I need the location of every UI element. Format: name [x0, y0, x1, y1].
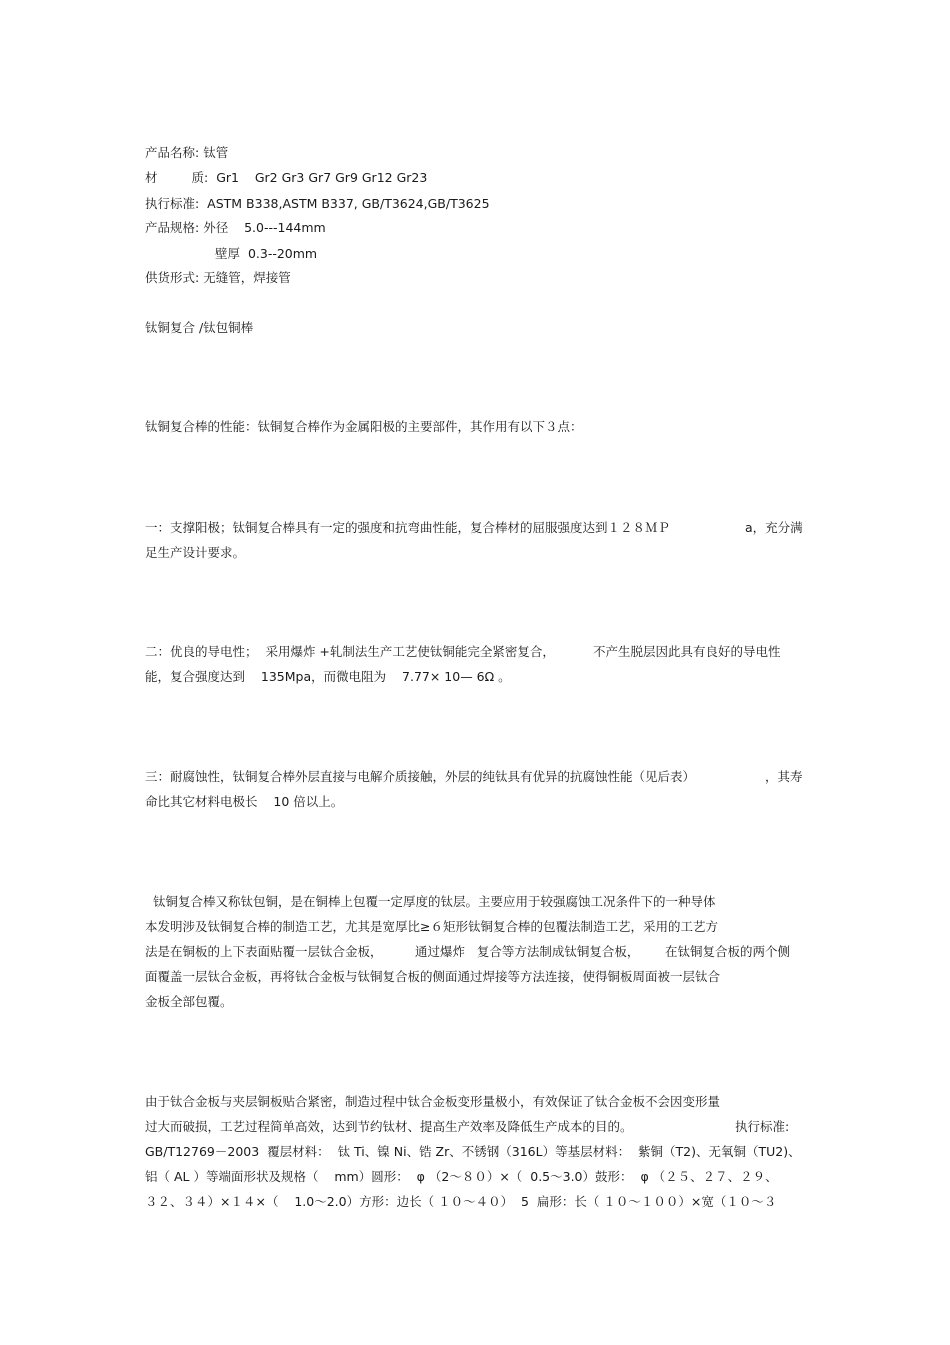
para1-line2: 本发明涉及钛铜复合棒的制造工艺，尤其是宽厚比≥６矩形钛铜复合棒的包覆法制造工艺，采用的工艺方: [145, 919, 718, 934]
point1-line1b: a，充分满: [745, 520, 803, 535]
point2-line1a: 二：优良的导电性； 采用爆炸 +轧制法生产工艺使钛铜能完全紧密复合，: [145, 644, 555, 659]
para2-line5: ３２、３４）×１４×（ 1.0～2.0）方形：边长（ １０～４０） 5 扁形：长（ １０～１００）×宽（１０～３: [145, 1194, 777, 1209]
spec-standard-row: [145, 196, 490, 212]
para2-line2b: 执行标准:: [735, 1119, 790, 1134]
point2-line2: 能，复合强度达到 135Mpa，而微电阻为 7.77× 10— 6Ω 。: [145, 669, 511, 684]
point3-line2: 命比其它材料电极长 10 倍以上。: [145, 794, 344, 809]
para1-line4: 面覆盖一层钛合金板，再将钛合金板与钛铜复合板的侧面通过焊接等方法连接，使得铜板周面被一层钛合: [145, 969, 721, 984]
spec-name-row: [145, 145, 228, 161]
para2-line1: 由于钛合金板与夹层铜板贴合紧密，制造过程中钛合金板变形量极小，有效保证了钛合金板不会因变形量: [145, 1094, 721, 1109]
spec-supply-value: 无缝管，焊接管: [203, 270, 291, 285]
para2-line3: GB/T12769－2003 覆层材料： 钛 Ti、镍 Ni、锆 Zr、不锈钢（316L）等基层材料： 紫铜（T2)、无氧铜（TU2)、: [145, 1144, 801, 1159]
spec-material-row: [145, 170, 427, 186]
para1-line5: 金板全部包覆。: [145, 994, 233, 1009]
spec-supply-label: 供货形式:: [145, 270, 200, 285]
para1-line1: 钛铜复合棒又称钛包铜，是在铜棒上包覆一定厚度的钛层。主要应用于较强腐蚀工况条件下的一种导体: [145, 894, 716, 909]
performance-intro: 钛铜复合棒的性能：钛铜复合棒作为金属阳极的主要部件，其作用有以下３点：: [145, 419, 583, 434]
spec-name-label: 产品名称:: [145, 145, 200, 160]
point3-line1b: ，其寿: [765, 769, 803, 784]
spec-material-label-a: 材: [145, 170, 158, 185]
spec-standard-value: ASTM B338,ASTM B337, GB/T3624,GB/T3625: [207, 196, 490, 211]
point2-line1b: 不产生脱层因此具有良好的导电性: [593, 644, 781, 659]
section-title: 钛铜复合 /钛包铜棒: [145, 320, 254, 335]
spec-size-row: [145, 220, 326, 236]
point1-line1a: 一：支撑阳极；钛铜复合棒具有一定的强度和抗弯曲性能，复合棒材的屈服强度达到１２８ＭＰ: [145, 520, 671, 535]
spec-name-value: 钛管: [203, 145, 229, 160]
spec-supply-row: [145, 270, 291, 286]
para1-line3c: 在钛铜复合板的两个侧: [665, 944, 791, 959]
spec-size-wall: 壁厚 0.3--20mm: [215, 246, 318, 261]
point1-line2: 足生产设计要求。: [145, 545, 246, 560]
spec-size-label: 产品规格:: [145, 220, 200, 235]
para1-line3a: 法是在铜板的上下表面贴覆一层钛合金板，: [145, 944, 383, 959]
spec-standard-label: 执行标准:: [145, 196, 200, 211]
para1-line3b: 通过爆炸 复合等方法制成钛铜复合板，: [415, 944, 640, 959]
para2-line2a: 过大而破损，工艺过程简单高效，达到节约钛材、提高生产效率及降低生产成本的目的。: [145, 1119, 633, 1134]
spec-size-od: 外径 5.0---144mm: [203, 220, 326, 235]
para2-line4: 铝（ AL ）等端面形状及规格（ mm）圆形： φ （2～８０）×（ 0.5～3.0）鼓形： φ （２５、２７、２９、: [145, 1169, 778, 1184]
spec-material-label-b: 质:: [191, 170, 209, 185]
point3-line1a: 三：耐腐蚀性，钛铜复合棒外层直接与电解介质接触，外层的纯钛具有优异的抗腐蚀性能（见后表）: [145, 769, 696, 784]
spec-material-value: Gr1 Gr2 Gr3 Gr7 Gr9 Gr12 Gr23: [216, 170, 428, 185]
